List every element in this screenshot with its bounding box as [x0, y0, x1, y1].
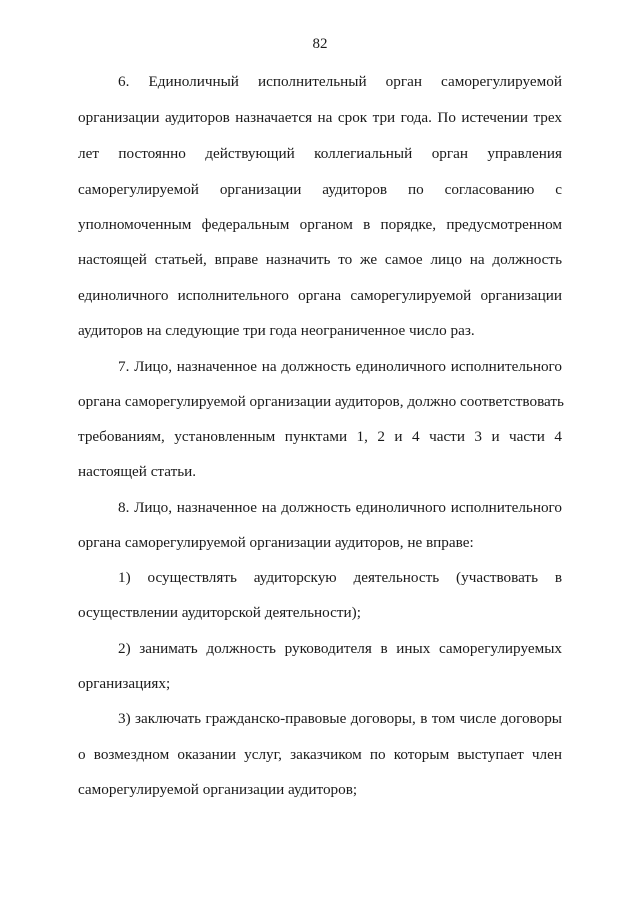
text-line: 6. Единоличный исполнительный орган саморегулируемой — [118, 73, 562, 90]
text-line: требованиям, установленным пунктами 1, 2 и 4 части 3 и части 4 — [78, 428, 562, 445]
text-line: 3) заключать гражданско-правовые договоры, в том числе договоры — [118, 710, 562, 727]
text-line: 8. Лицо, назначенное на должность единоличного исполнительного — [118, 499, 562, 516]
text-line: организации аудиторов назначается на срок три года. По истечении трех — [78, 109, 562, 126]
text-line: единоличного исполнительного органа саморегулируемой организации — [78, 287, 562, 304]
text-line: аудиторов на следующие три года неограниченное число раз. — [78, 322, 475, 339]
text-line: уполномоченным федеральным органом в порядке, предусмотренном — [78, 216, 562, 233]
text-line: о возмездном оказании услуг, заказчиком по которым выступает член — [78, 746, 562, 763]
text-line: 7. Лицо, назначенное на должность единоличного исполнительного — [118, 358, 562, 375]
text-line: саморегулируемой организации аудиторов по согласованию с — [78, 181, 562, 198]
page-number: 82 — [312, 36, 328, 52]
text-line: осуществлении аудиторской деятельности); — [78, 604, 361, 621]
text-line: настоящей статьи. — [78, 463, 197, 480]
text-line: 1) осуществлять аудиторскую деятельность (участвовать в — [118, 569, 562, 586]
text-line: лет постоянно действующий коллегиальный орган управления — [78, 145, 562, 162]
text-line: органа саморегулируемой организации аудиторов, не вправе: — [78, 534, 474, 551]
text-line: 2) занимать должность руководителя в иных саморегулируемых — [118, 640, 562, 657]
text-line: организациях; — [78, 675, 171, 692]
text-line: саморегулируемой организации аудиторов; — [78, 781, 358, 798]
text-line: органа саморегулируемой организации аудиторов, должно соответствовать — [78, 393, 564, 410]
text-line: настоящей статьей, вправе назначить то же самое лицо на должность — [78, 251, 562, 268]
